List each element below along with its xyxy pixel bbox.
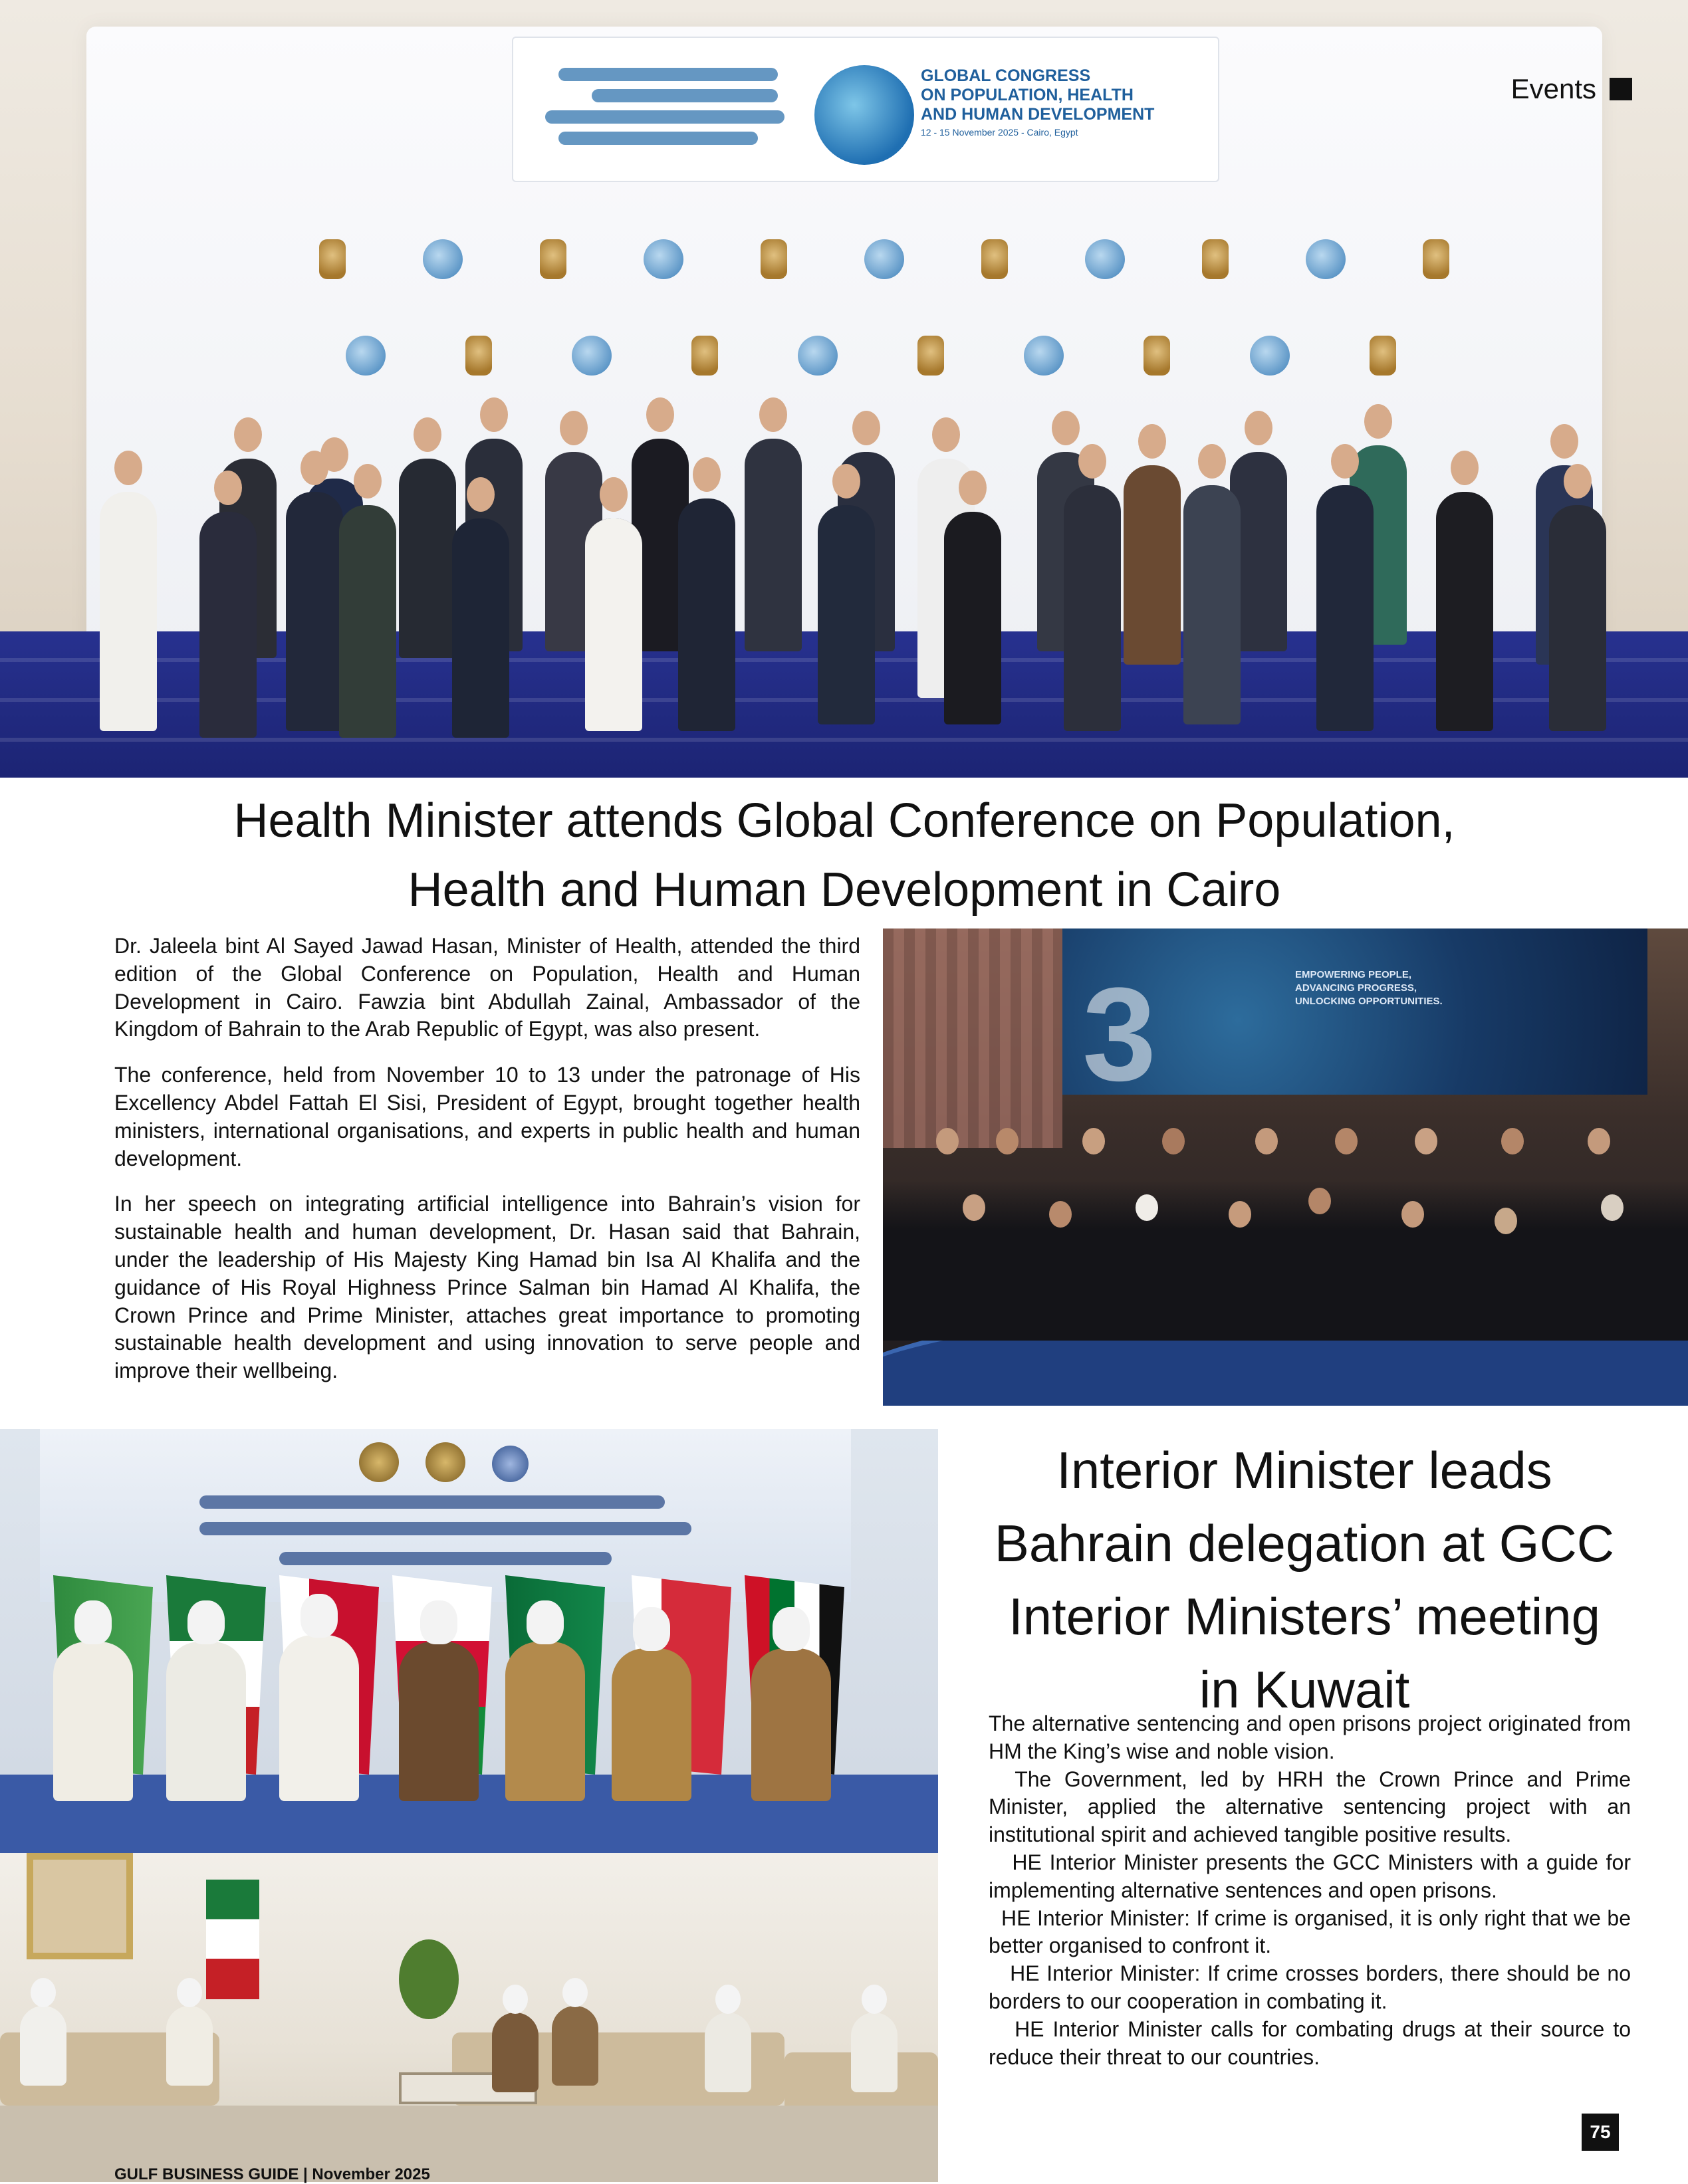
minister-seated [492, 2013, 539, 2092]
screen-slogan-line: EMPOWERING PEOPLE, [1295, 969, 1412, 980]
congress-emblem-icon [1250, 336, 1290, 376]
minister [279, 1635, 359, 1801]
edition-number-graphic: 3 [1082, 960, 1157, 1109]
egypt-emblem-icon [761, 239, 787, 279]
egypt-emblem-icon [319, 239, 346, 279]
delegate [585, 518, 642, 731]
article2-paragraph: HE Interior Minister: If crime crosses borders, there should be no borders to our cooperation in combating it. [989, 1961, 1637, 2013]
page-number: 75 [1582, 2114, 1619, 2151]
delegate [100, 492, 157, 731]
article2-paragraph: HE Interior Minister: If crime is organised, it is only right that we be better organised to confront it. [989, 1906, 1637, 1958]
congress-emblem-icon [572, 336, 612, 376]
banner-text-graphic [279, 1552, 612, 1565]
screen-slogan-line: UNLOCKING OPPORTUNITIES. [1295, 996, 1443, 1007]
banner-dates: 12 - 15 November 2025 - Cairo, Egypt [921, 127, 1078, 138]
audience-head [996, 1128, 1019, 1154]
plant [399, 1939, 459, 2019]
audience-head [1229, 1201, 1251, 1228]
congress-emblem-icon [798, 336, 838, 376]
delegate [1316, 485, 1374, 731]
minister-seated [705, 2013, 751, 2092]
article1-paragraph: In her speech on integrating artificial intelligence into Bahrain’s vision for sustainable health and human development, Dr. Hasan said that Bahrain, under the leadership of His Majesty King Hamad bin Isa Al Khalifa and the guidance of His Royal Highness Prince Salman bin Hamad Al Khalifa, the Crown Prince and Prime Minister, attaches great importance to promoting sustainable health development and using innovation to serve people and improve their wellbeing. [114, 1192, 860, 1383]
audience-photo [883, 928, 1688, 1406]
gcc-ministers-photo [0, 1429, 938, 1853]
minister [505, 1642, 585, 1801]
delegate [286, 492, 343, 731]
delegate [678, 498, 735, 731]
article1-headline-line: Health Minister attends Global Conference on Population, [233, 794, 1455, 847]
delegate [1124, 465, 1181, 665]
audience-head [1601, 1194, 1624, 1221]
delegate [452, 518, 509, 738]
egypt-emblem-icon [1370, 336, 1396, 376]
ministry-emblem-icon [492, 1446, 529, 1482]
article2-headline-line: Bahrain delegation at GCC [994, 1514, 1615, 1573]
article2-paragraph: The Government, led by HRH the Crown Prince and Prime Minister, applied the alternative sentencing project with an institutional spirit and achieved tangible positive results. [989, 1767, 1637, 1847]
egypt-emblem-icon [1202, 239, 1229, 279]
egypt-emblem-icon [1423, 239, 1449, 279]
audience-head [1049, 1201, 1072, 1228]
banner-english-title [921, 66, 1200, 140]
congress-emblem-icon [1306, 239, 1346, 279]
minister-seated [20, 2006, 66, 2086]
delegate [339, 505, 396, 738]
congress-emblem-icon [423, 239, 463, 279]
delegate [1436, 492, 1493, 731]
article1-body [114, 932, 860, 1403]
wall-pattern [883, 928, 1062, 1148]
delegate [199, 512, 257, 738]
banner-text-graphic [199, 1495, 665, 1509]
delegate [1549, 505, 1606, 731]
article1-paragraph: The conference, held from November 10 to 13 under the patronage of His Excellency Abdel Fattah El Sisi, President of Egypt, brought together health ministers, international organisations, and experts in public health and human development. [114, 1063, 860, 1170]
section-label [1511, 73, 1632, 105]
article1-headline-line: Health and Human Development in Cairo [408, 863, 1281, 917]
egypt-emblem-icon [540, 239, 566, 279]
article1-paragraph: Dr. Jaleela bint Al Sayed Jawad Hasan, Minister of Health, attended the third edition of the Global Conference on Population, Health and Human Development in Cairo. Fawzia bint Abdullah Zainal, Ambassador of the Kingdom of Bahrain to the Arab Republic of Egypt, was also present. [114, 934, 860, 1041]
audience-head [1401, 1201, 1424, 1228]
minister-seated [552, 2006, 598, 2086]
audience-head [1136, 1194, 1158, 1221]
kuwait-flag [206, 1880, 259, 1999]
egypt-emblem-icon [465, 336, 492, 376]
article2-paragraph: The alternative sentencing and open prisons project originated from HM the King’s wise and noble vision. [989, 1711, 1631, 1763]
banner-title-line: AND HUMAN DEVELOPMENT [921, 105, 1155, 124]
screen-slogan-line: ADVANCING PROGRESS, [1295, 982, 1417, 994]
delegate [1064, 485, 1121, 731]
congress-emblem-icon [346, 336, 386, 376]
stage-step [0, 738, 1688, 742]
article2-headline-line: Interior Minister leads [1056, 1441, 1552, 1499]
section-square-icon [1610, 78, 1632, 100]
egypt-emblem-icon [691, 336, 718, 376]
audience-head [1162, 1128, 1185, 1154]
screen-slogan [1295, 968, 1443, 1008]
emblem-row-upper [319, 239, 1449, 279]
publication-footer: GULF BUSINESS GUIDE | November 2025 [114, 2165, 430, 2183]
article2-body [989, 1710, 1637, 2071]
minister-seated [166, 2006, 213, 2086]
audience-head [1415, 1128, 1437, 1154]
banner-title-line: ON POPULATION, HEALTH [921, 86, 1134, 104]
article2-headline [959, 1434, 1650, 1726]
audience-head [1308, 1188, 1331, 1214]
minister [399, 1642, 479, 1801]
congress-emblem-icon [864, 239, 904, 279]
delegate [745, 439, 802, 651]
minister [166, 1642, 246, 1801]
delegate [818, 505, 875, 724]
egypt-emblem-icon [981, 239, 1008, 279]
minister [53, 1642, 133, 1801]
congress-emblem-icon [644, 239, 683, 279]
article2-paragraph: HE Interior Minister calls for combating drugs at their source to reduce their threat to our countries. [989, 2017, 1637, 2069]
audience-head [936, 1128, 959, 1154]
delegate [1183, 485, 1241, 724]
audience-head [963, 1194, 985, 1221]
gcc-emblem-icon [359, 1442, 399, 1482]
congress-emblem-icon [1085, 239, 1125, 279]
article2-headline-line: in Kuwait [1199, 1660, 1410, 1719]
egypt-emblem-icon [1144, 336, 1170, 376]
audience-row [883, 1128, 1688, 1188]
kuwait-emblem-icon [425, 1442, 465, 1482]
egypt-emblem-icon [917, 336, 944, 376]
audience-head [1501, 1128, 1524, 1154]
article1-headline [93, 786, 1596, 925]
minister [612, 1648, 691, 1801]
audience-head [1082, 1128, 1105, 1154]
audience-seats [883, 1181, 1688, 1341]
minister [751, 1648, 831, 1801]
emblem-row-lower [346, 336, 1396, 376]
banner-text-graphic [199, 1522, 691, 1535]
audience-head [1588, 1128, 1610, 1154]
group-photo [0, 0, 1688, 778]
delegate [399, 459, 456, 658]
emir-portrait [27, 1853, 133, 1959]
article2-paragraph: HE Interior Minister presents the GCC Ministers with a guide for implementing alternative sentences and open prisons. [989, 1850, 1637, 1902]
audience-head [1255, 1128, 1278, 1154]
audience-head [1335, 1128, 1358, 1154]
gcc-meeting-room-photo [0, 1853, 938, 2182]
article2-headline-line: Interior Ministers’ meeting [1008, 1587, 1601, 1646]
audience-head [1495, 1208, 1517, 1234]
banner-title-line: GLOBAL CONGRESS [921, 66, 1091, 85]
section-label-text: Events [1510, 73, 1596, 104]
globe-logo-icon [814, 65, 914, 165]
delegate [944, 512, 1001, 724]
congress-emblem-icon [1024, 336, 1064, 376]
minister-seated [851, 2013, 898, 2092]
arabic-title-graphic [532, 60, 811, 160]
